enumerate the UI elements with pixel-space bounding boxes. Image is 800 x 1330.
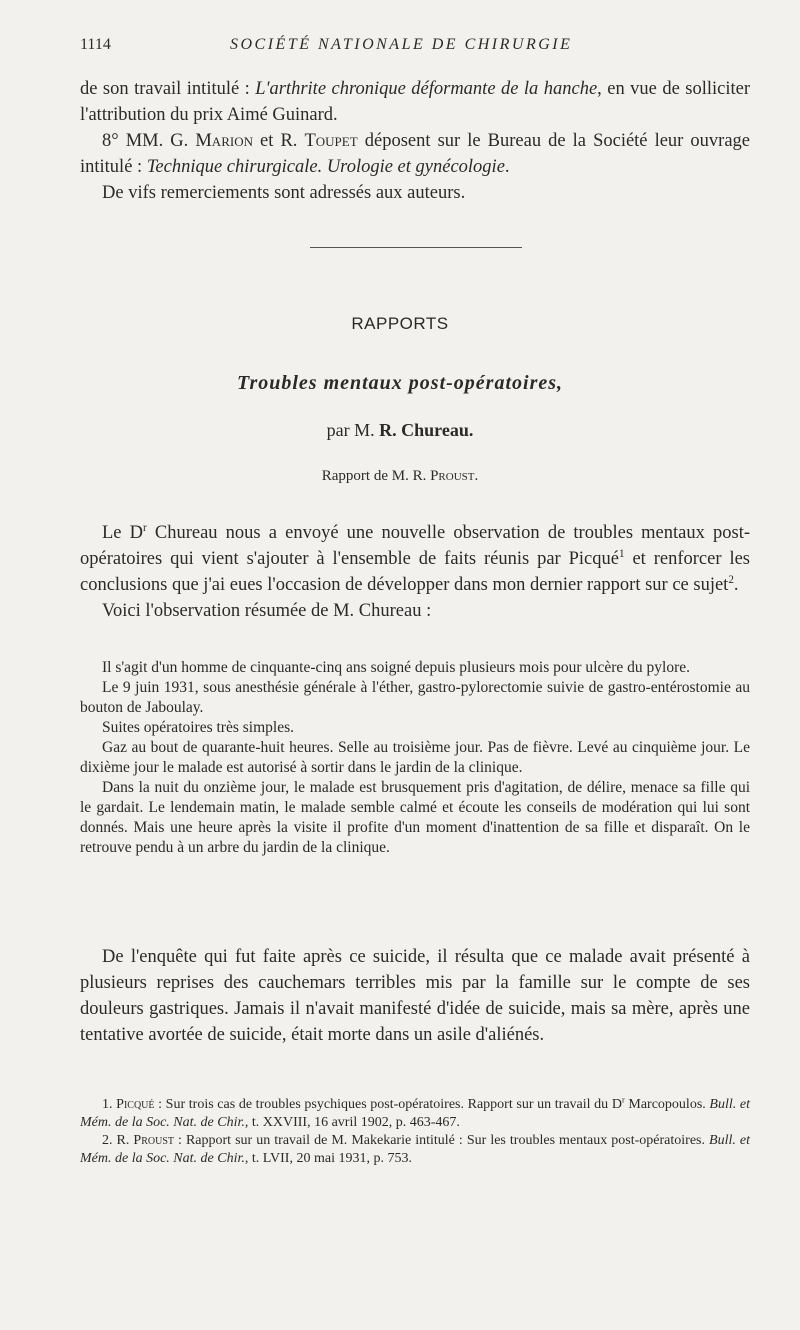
body-section <box>80 520 750 624</box>
observation-paragraph: Le 9 juin 1931, sous anesthésie générale à l'éther, gastro-pylorectomie suivie de gastro-entérostomie au bouton de Jaboulay. <box>80 679 750 716</box>
observation-paragraph: Suites opératoires très simples. <box>102 719 294 736</box>
intro-paragraph-3: De vifs remerciements sont adressés aux auteurs. <box>102 183 466 203</box>
work-title: Technique chirurgicale. Urologie et gynécologie <box>146 157 505 177</box>
footnote-number: 2. R. <box>102 1133 134 1148</box>
text-span: et R. <box>252 131 305 151</box>
body-paragraph-2: Voici l'observation résumée de M. Chureau : <box>102 601 432 621</box>
author-name: Toupet <box>304 131 358 151</box>
footnote-ref: 2 <box>728 573 734 586</box>
text-span: Rapport de M. R. <box>321 468 431 484</box>
superscript: r <box>621 1095 625 1105</box>
text-span: . <box>504 157 510 177</box>
article-title: Troubles mentaux post-opératoires, <box>236 372 564 394</box>
text-span: , t. LVII, 20 mai 1931, p. 753. <box>244 1151 412 1166</box>
conclusion-paragraph: De l'enquête qui fut faite après ce suicide, il résulta que ce malade avait présenté à plusieurs reprises des cauchemars terribles mis par la famille sur le compte de ses douleurs gastriques. Jamais il n'avait manifesté d'idée de suicide, mais sa mère, après une tentative avortée de suicide, était morte dans un asile d'aliénés. <box>80 947 750 1045</box>
conclusion-section <box>80 944 750 1048</box>
article-byline <box>0 420 800 441</box>
text-span: de son travail intitulé : <box>80 79 256 99</box>
text-span: et renforcer les conclusions que j'ai eues l'occasion de développer dans mon dernier rapport sur ce sujet <box>80 549 750 595</box>
text-span: . <box>733 575 739 595</box>
text-span: Chureau nous a envoyé une nouvelle observation de troubles mentaux post-opératoires qui vient s'ajouter à l'ensemble de faits réunis par Picqué <box>80 523 750 569</box>
author-name: Marion <box>195 131 253 151</box>
item-number: 8° <box>102 131 119 151</box>
section-divider <box>310 247 522 248</box>
text-span: par M. <box>326 420 380 440</box>
page-number: 1114 <box>80 36 111 53</box>
superscript: r <box>143 521 147 534</box>
author-name: R. Chureau. <box>379 420 474 440</box>
text-span: déposent sur le Bureau de la Société leur ouvrage intitulé : <box>80 131 750 177</box>
report-credit <box>0 468 800 485</box>
footnote-ref: 1 <box>619 547 625 560</box>
footnotes <box>80 1096 750 1168</box>
work-title: L'arthrite chronique déformante de la hanche <box>255 79 598 99</box>
reporter-name: Proust <box>430 468 475 484</box>
text-span: , en vue de solliciter l'attribution du prix Aimé Guinard. <box>80 79 750 125</box>
page-header <box>80 36 750 58</box>
observation-paragraph: Gaz au bout de quarante-huit heures. Selle au troisième jour. Pas de fièvre. Levé au cinquième jour. Le dixième jour le malade est autorisé à sortir dans le jardin de la clinique. <box>80 739 750 776</box>
text-span: Marcopoulos. <box>624 1097 710 1112</box>
text-span: : Sur trois cas de troubles psychiques post-opératoires. Rapport sur un travail du D <box>154 1097 622 1112</box>
intro-section <box>80 76 750 206</box>
section-title: RAPPORTS <box>351 314 449 333</box>
body-paragraph-1 <box>80 520 750 598</box>
running-title: SOCIÉTÉ NATIONALE DE CHIRURGIE <box>230 36 573 53</box>
footnote-1 <box>80 1096 750 1132</box>
observation-paragraph: Dans la nuit du onzième jour, le malade est brusquement pris d'agitation, de délire, menace sa fille qui le gardait. Le lendemain matin, le malade semble calmé et écoute les conseils de modération qui lui sont donnés. Mais une heure après la visite il profite d'un moment d'inattention de sa fille et disparaît. On le retrouve pendu à un arbre du jardin de la clinique. <box>80 779 750 856</box>
observation-paragraph: Il s'agit d'un homme de cinquante-cinq ans soigné depuis plusieurs mois pour ulcère du pylore. <box>102 659 691 676</box>
text-span: : Rapport sur un travail de M. Makekarie intitulé : Sur les troubles mentaux post-opératoires. <box>174 1133 710 1148</box>
intro-paragraph-2 <box>80 128 750 180</box>
journal-name: Bull. et Mém. de la Soc. Nat. de Chir. <box>80 1133 751 1166</box>
footnote-number: 1. <box>102 1097 117 1112</box>
author-name: Picqué <box>116 1097 155 1112</box>
author-name: Proust <box>133 1133 174 1148</box>
text-span: Le D <box>102 523 144 543</box>
observation-section <box>80 658 750 858</box>
text-span: . <box>474 468 479 484</box>
journal-name: Bull. et Mém. de la Soc. Nat. de Chir. <box>80 1097 751 1130</box>
text-span: MM. G. <box>118 131 196 151</box>
footnote-2 <box>80 1132 750 1168</box>
intro-paragraph-1 <box>80 76 750 128</box>
text-span: , t. XXVIII, 16 avril 1902, p. 463-467. <box>244 1115 460 1130</box>
